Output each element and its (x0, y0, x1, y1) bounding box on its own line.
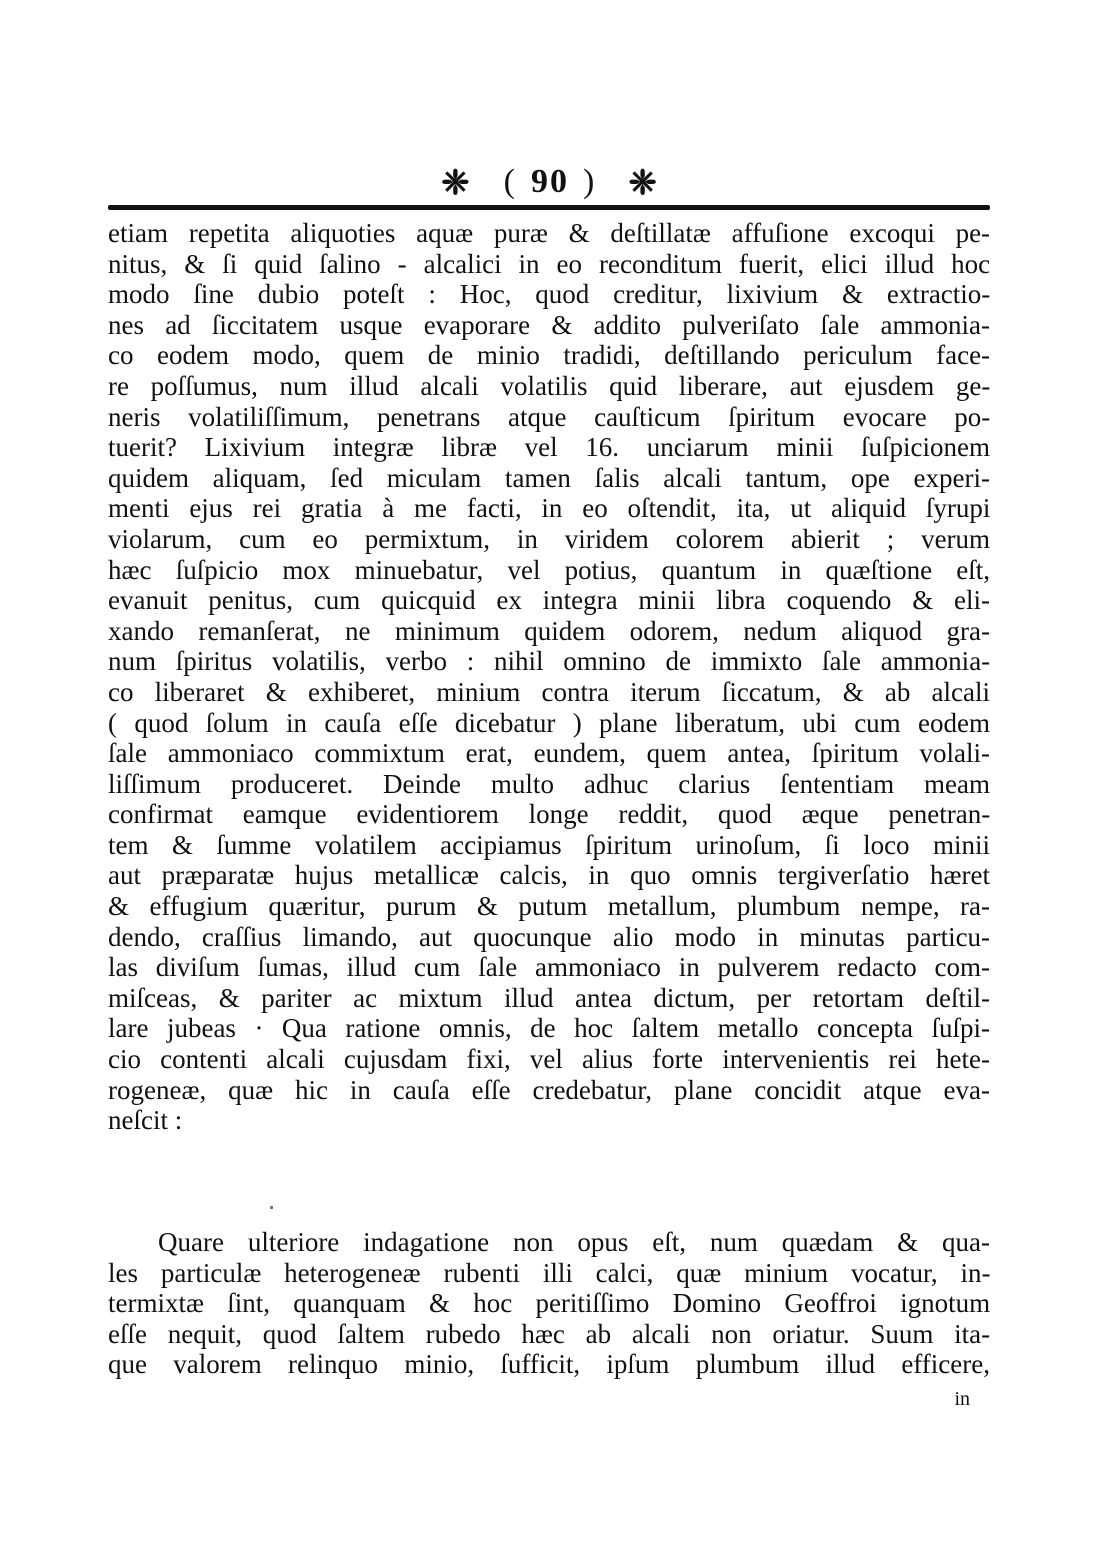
text-line: lare jubeas · Qua ratione omnis, de hoc ſaltem metallo concepta ſuſpi- (108, 1013, 990, 1044)
text-line: co liberaret & exhiberet, minium contra iterum ſiccatum, & ab alcali (108, 676, 990, 707)
text-line: confirmat eamque evidentiorem longe reddit, quod æque penetran- (108, 799, 991, 830)
running-header (0, 162, 1100, 202)
text-line: les particulæ heterogeneæ rubenti illi calci, quæ minium vocatur, in- (108, 1257, 991, 1288)
page-number: 90 (531, 163, 569, 200)
text-line: nes ad ſiccitatem usque evaporare & addito pulveriſato ſale ammonia- (108, 309, 990, 340)
text-line: evanuit penitus, cum quicquid ex integra minii libra coquendo & eli- (108, 585, 990, 616)
text-line: quidem aliquam, ſed miculam tamen ſalis alcali tantum, ope experi- (108, 462, 990, 493)
text-line: hæc ſuſpicio mox minuebatur, vel potius, quantum in quæſtione eſt, (108, 554, 990, 585)
header-rule (108, 205, 990, 210)
text-line: & effugium quæritur, purum & putum metallum, plumbum nempe, ra- (108, 891, 990, 922)
text-line: neris volatiliſſimum, penetrans atque cauſticum ſpiritum evocare po- (108, 401, 991, 432)
text-line: Quare ulteriore indagatione non opus eſt, num quædam & qua- (158, 1227, 990, 1257)
text-line: re poſſumus, num illud alcali volatilis quid liberare, aut ejusdem ge- (108, 370, 991, 401)
text-line: termixtæ ſint, quanquam & hoc peritiſſimo Domino Geoffroi ignotum (108, 1288, 991, 1319)
text-line: ſale ammoniaco commixtum erat, eundem, quem antea, ſpiritum volali- (108, 738, 991, 769)
text-line: miſceas, & pariter ac mixtum illud antea dictum, per retortam deſtil- (108, 982, 990, 1013)
fleuron-left-icon: ❈ (441, 165, 472, 202)
text-line: menti ejus rei gratia à me facti, in eo oſtendit, ita, ut aliquid ſyrupi (108, 493, 991, 524)
text-line: liſſimum produceret. Deinde multo adhuc clarius ſententiam meam (108, 768, 990, 799)
text-line: num ſpiritus volatilis, verbo : nihil omnino de immixto ſale ammonia- (108, 646, 991, 677)
ink-speck (270, 1206, 273, 1209)
text-line: tuerit? Lixivium integræ libræ vel 16. unciarum minii ſuſpicionem (108, 432, 990, 463)
text-line: nitus, & ſi quid ſalino - alcalici in eo reconditum fuerit, elici illud hoc (108, 248, 991, 279)
text-line: rogeneæ, quæ hic in cauſa eſſe credebatur, plane concidit atque eva- (108, 1074, 990, 1105)
paragraph-2 (108, 1227, 990, 1380)
text-line: etiam repetita aliquoties aquæ puræ & deſtillatæ affuſione excoqui pe- (108, 218, 991, 248)
fleuron-right-icon: ❈ (628, 165, 659, 202)
text-line: cio contenti alcali cujusdam fixi, vel alius forte intervenientis rei hete- (108, 1044, 990, 1075)
paragraph-1 (108, 218, 990, 1136)
text-line: aut præparatæ hujus metallicæ calcis, in quo omnis tergiverſatio hæret (108, 860, 990, 891)
text-line: las diviſum ſumas, illud cum ſale ammoniaco in pulverem redacto com- (108, 952, 990, 983)
text-line: tem & ſumme volatilem accipiamus ſpiritum urinoſum, ſi loco minii (108, 829, 990, 860)
paren-open: ( (503, 163, 517, 200)
text-line: eſſe nequit, quod ſaltem rubedo hæc ab alcali non oriatur. Suum ita- (108, 1318, 991, 1349)
text-line: ( quod ſolum in cauſa eſſe dicebatur ) plane liberatum, ubi cum eodem (108, 707, 990, 738)
text-line: co eodem modo, quem de minio tradidi, deſtillando periculum face- (108, 340, 991, 371)
text-line: que valorem relinquo minio, ſufficit, ipſum plumbum illud efficere, (108, 1349, 990, 1380)
text-line: modo ſine dubio poteſt : Hoc, quod creditur, lixivium & extractio- (108, 279, 991, 310)
paren-close: ) (583, 163, 597, 200)
text-line: neſcit : (108, 1105, 183, 1136)
catchword: in (954, 1388, 970, 1410)
text-line: xando remanſerat, ne minimum quidem odorem, nedum aliquod gra- (108, 615, 990, 646)
text-line: violarum, cum eo permixtum, in viridem colorem abierit ; verum (108, 523, 991, 554)
text-line: dendo, craſſius limando, aut quocunque alio modo in minutas particu- (108, 921, 991, 952)
